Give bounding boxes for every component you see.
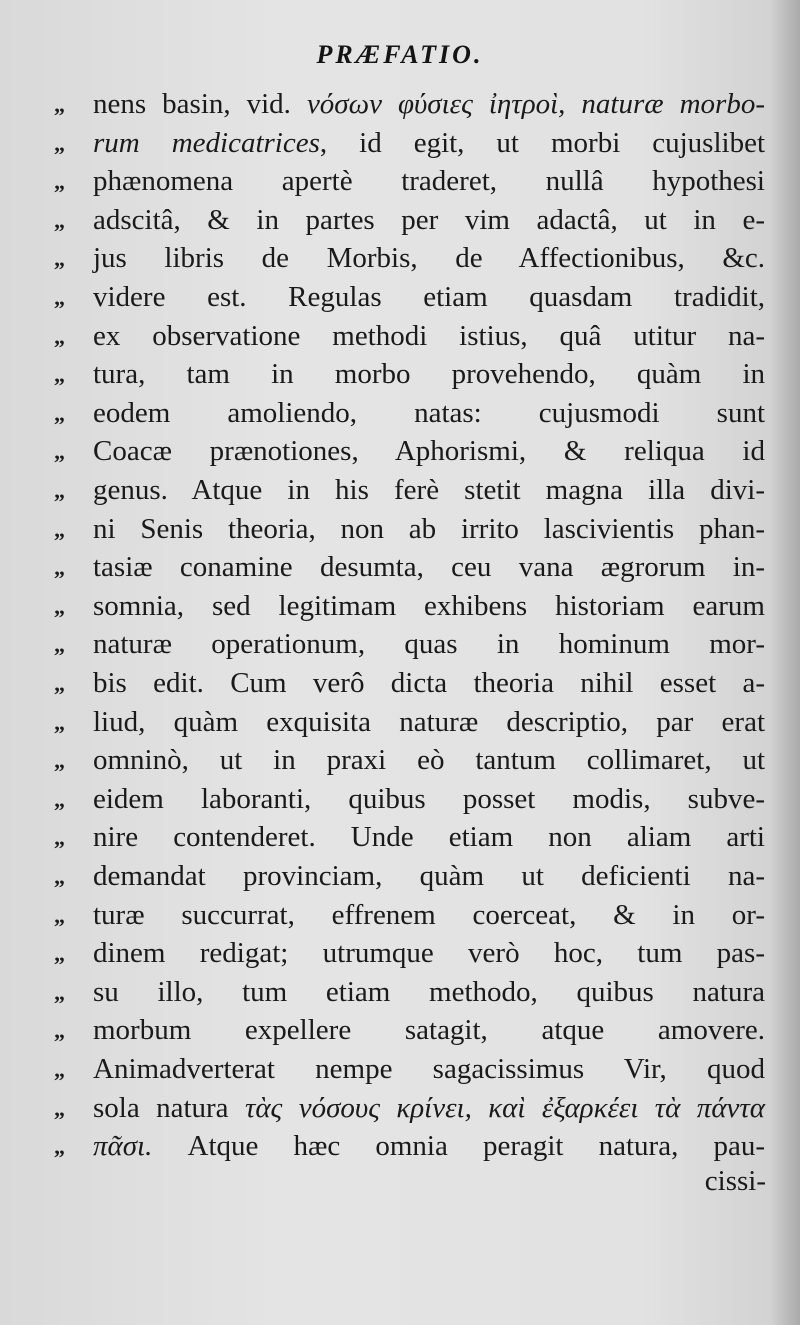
line-text	[93, 1126, 765, 1166]
line-text	[93, 354, 765, 394]
line-text	[93, 161, 765, 201]
quotation-mark: „	[54, 1134, 64, 1160]
quotation-mark: „	[54, 92, 64, 117]
text-line	[0, 238, 800, 282]
line-text	[93, 972, 765, 1012]
quotation-mark: „	[54, 748, 64, 774]
italic-text: πᾶσι.	[93, 1130, 153, 1163]
line-text	[93, 1049, 765, 1089]
roman-text: phænomena apertè traderet, nullâ hypothesi	[93, 165, 765, 198]
quotation-mark: „	[54, 478, 64, 503]
roman-text: Coacæ prænotiones, Aphorismi, & reliqua id	[93, 435, 765, 468]
text-line	[0, 702, 800, 746]
quotation-mark: „	[54, 207, 64, 233]
quotation-mark: „	[54, 169, 64, 195]
roman-text: sola natura	[93, 1091, 245, 1124]
roman-text: , id egit, ut morbi cujuslibet	[319, 126, 765, 159]
roman-text: bis edit. Cum verô dicta theoria nihil esset a-	[93, 667, 765, 699]
text-line	[0, 200, 800, 244]
quotation-mark: „	[54, 400, 64, 426]
quotation-mark: „	[54, 439, 64, 465]
roman-text: tura, tam in morbo provehendo, quàm in	[93, 358, 765, 391]
roman-text: turæ succurrat, effrenem coerceat, & in or-	[93, 898, 765, 931]
text-line	[0, 470, 800, 514]
text-line	[0, 586, 800, 630]
quotation-mark: „	[54, 593, 64, 619]
line-text	[93, 895, 765, 935]
roman-text: videre est. Regulas etiam quasdam tradidit,	[93, 281, 765, 313]
text-line	[0, 779, 800, 823]
quotation-mark: „	[54, 941, 64, 967]
text-line	[0, 972, 800, 1016]
roman-text: genus. Atque in his ferè stetit magna illa divi-	[93, 474, 765, 506]
quotation-mark: „	[54, 246, 64, 272]
line-text	[93, 779, 765, 819]
quotation-mark: „	[54, 709, 64, 735]
quotation-mark: „	[54, 786, 64, 812]
roman-text: omninò, ut in praxi eò tantum collimaret, ut	[93, 744, 765, 777]
line-text	[93, 123, 765, 163]
quotation-mark: „	[54, 285, 64, 310]
roman-text: jus libris de Morbis, de Affectionibus, &c.	[93, 242, 765, 275]
roman-text: somnia, sed legitimam exhibens historiam earum	[93, 589, 765, 622]
line-text	[93, 1010, 765, 1050]
quotation-mark: „	[54, 323, 64, 349]
roman-text: ni Senis theoria, non ab irrito lascivientis phan-	[93, 512, 765, 545]
line-text	[93, 740, 765, 780]
line-text	[93, 509, 765, 549]
text-line	[0, 856, 800, 900]
text-line	[0, 509, 800, 553]
quotation-mark: „	[54, 671, 64, 696]
line-text	[93, 277, 765, 317]
text-line	[0, 1088, 800, 1132]
quotation-mark: „	[54, 1018, 64, 1044]
text-line	[0, 663, 800, 707]
roman-text: morbum expellere satagit, atque amovere.	[93, 1014, 765, 1047]
line-text	[93, 393, 765, 433]
quotation-mark: „	[54, 825, 64, 851]
line-text	[93, 470, 765, 510]
text-line	[0, 354, 800, 398]
line-text	[93, 431, 765, 471]
line-text	[93, 1088, 765, 1128]
line-text	[93, 84, 765, 124]
line-text	[93, 663, 765, 703]
quotation-mark: „	[54, 516, 64, 542]
line-text	[93, 624, 765, 664]
roman-text: naturæ operationum, quas in hominum mor-	[93, 628, 765, 661]
quotation-mark: „	[54, 555, 64, 581]
italic-text: νόσων φύσιες ἰητροὶ, naturæ morbo-	[306, 88, 765, 120]
roman-text: su illo, tum etiam methodo, quibus natura	[93, 975, 765, 1008]
roman-text: ex observatione methodi istius, quâ utitur na-	[93, 319, 765, 352]
roman-text: dinem redigat; utrumque verò hoc, tum pas-	[93, 937, 765, 970]
text-line	[0, 547, 800, 591]
text-line	[0, 393, 800, 437]
text-line	[0, 895, 800, 939]
text-line	[0, 123, 800, 167]
quotation-mark: „	[54, 864, 64, 889]
quotation-mark: „	[54, 632, 64, 658]
text-line	[0, 84, 800, 128]
text-line	[0, 316, 800, 360]
quotation-mark: „	[54, 362, 64, 388]
text-line	[0, 740, 800, 784]
roman-text: eodem amoliendo, natas: cujusmodi sunt	[93, 396, 765, 429]
text-line	[0, 817, 800, 861]
catchword: cissi-	[704, 1165, 766, 1197]
line-text	[93, 238, 765, 278]
line-text	[93, 316, 765, 356]
quotation-mark: „	[54, 979, 64, 1005]
line-text	[93, 200, 765, 240]
italic-text: rum medicatrices	[93, 126, 320, 159]
line-text	[93, 933, 765, 973]
text-line	[0, 1126, 800, 1170]
roman-text: adscitâ, & in partes per vim adactâ, ut in e-	[93, 203, 765, 236]
running-head: PRÆFATIO.	[316, 40, 484, 69]
line-text	[93, 547, 765, 587]
roman-text: tasiæ conamine desumta, ceu vana ægrorum in-	[93, 551, 765, 584]
text-line	[0, 624, 800, 668]
roman-text: Atque hæc omnia peragit natura, pau-	[152, 1130, 765, 1163]
roman-text: liud, quàm exquisita naturæ descriptio, par erat	[93, 705, 765, 738]
text-line	[0, 1049, 800, 1093]
text-line	[0, 161, 800, 205]
roman-text: nens basin, vid.	[93, 88, 307, 120]
line-text	[93, 586, 765, 626]
quotation-mark: „	[54, 902, 64, 928]
quotation-mark: „	[54, 1095, 64, 1121]
text-line	[0, 1010, 800, 1054]
roman-text: demandat provinciam, quàm ut deficienti na-	[93, 860, 765, 892]
quotation-mark: „	[54, 130, 64, 156]
quotation-mark: „	[54, 1057, 64, 1082]
line-text	[93, 702, 765, 742]
text-line	[0, 277, 800, 321]
italic-text: τὰς νόσους κρίνει, καὶ ἐξαρκέει τὰ πάντα	[244, 1091, 766, 1124]
roman-text: Animadverterat nempe sagacissimus Vir, quod	[93, 1053, 765, 1085]
line-text	[93, 856, 765, 896]
text-line	[0, 933, 800, 977]
roman-text: nire contenderet. Unde etiam non aliam arti	[93, 821, 765, 854]
text-line	[0, 431, 800, 475]
line-text	[93, 817, 765, 857]
roman-text: eidem laboranti, quibus posset modis, subve-	[93, 782, 765, 815]
